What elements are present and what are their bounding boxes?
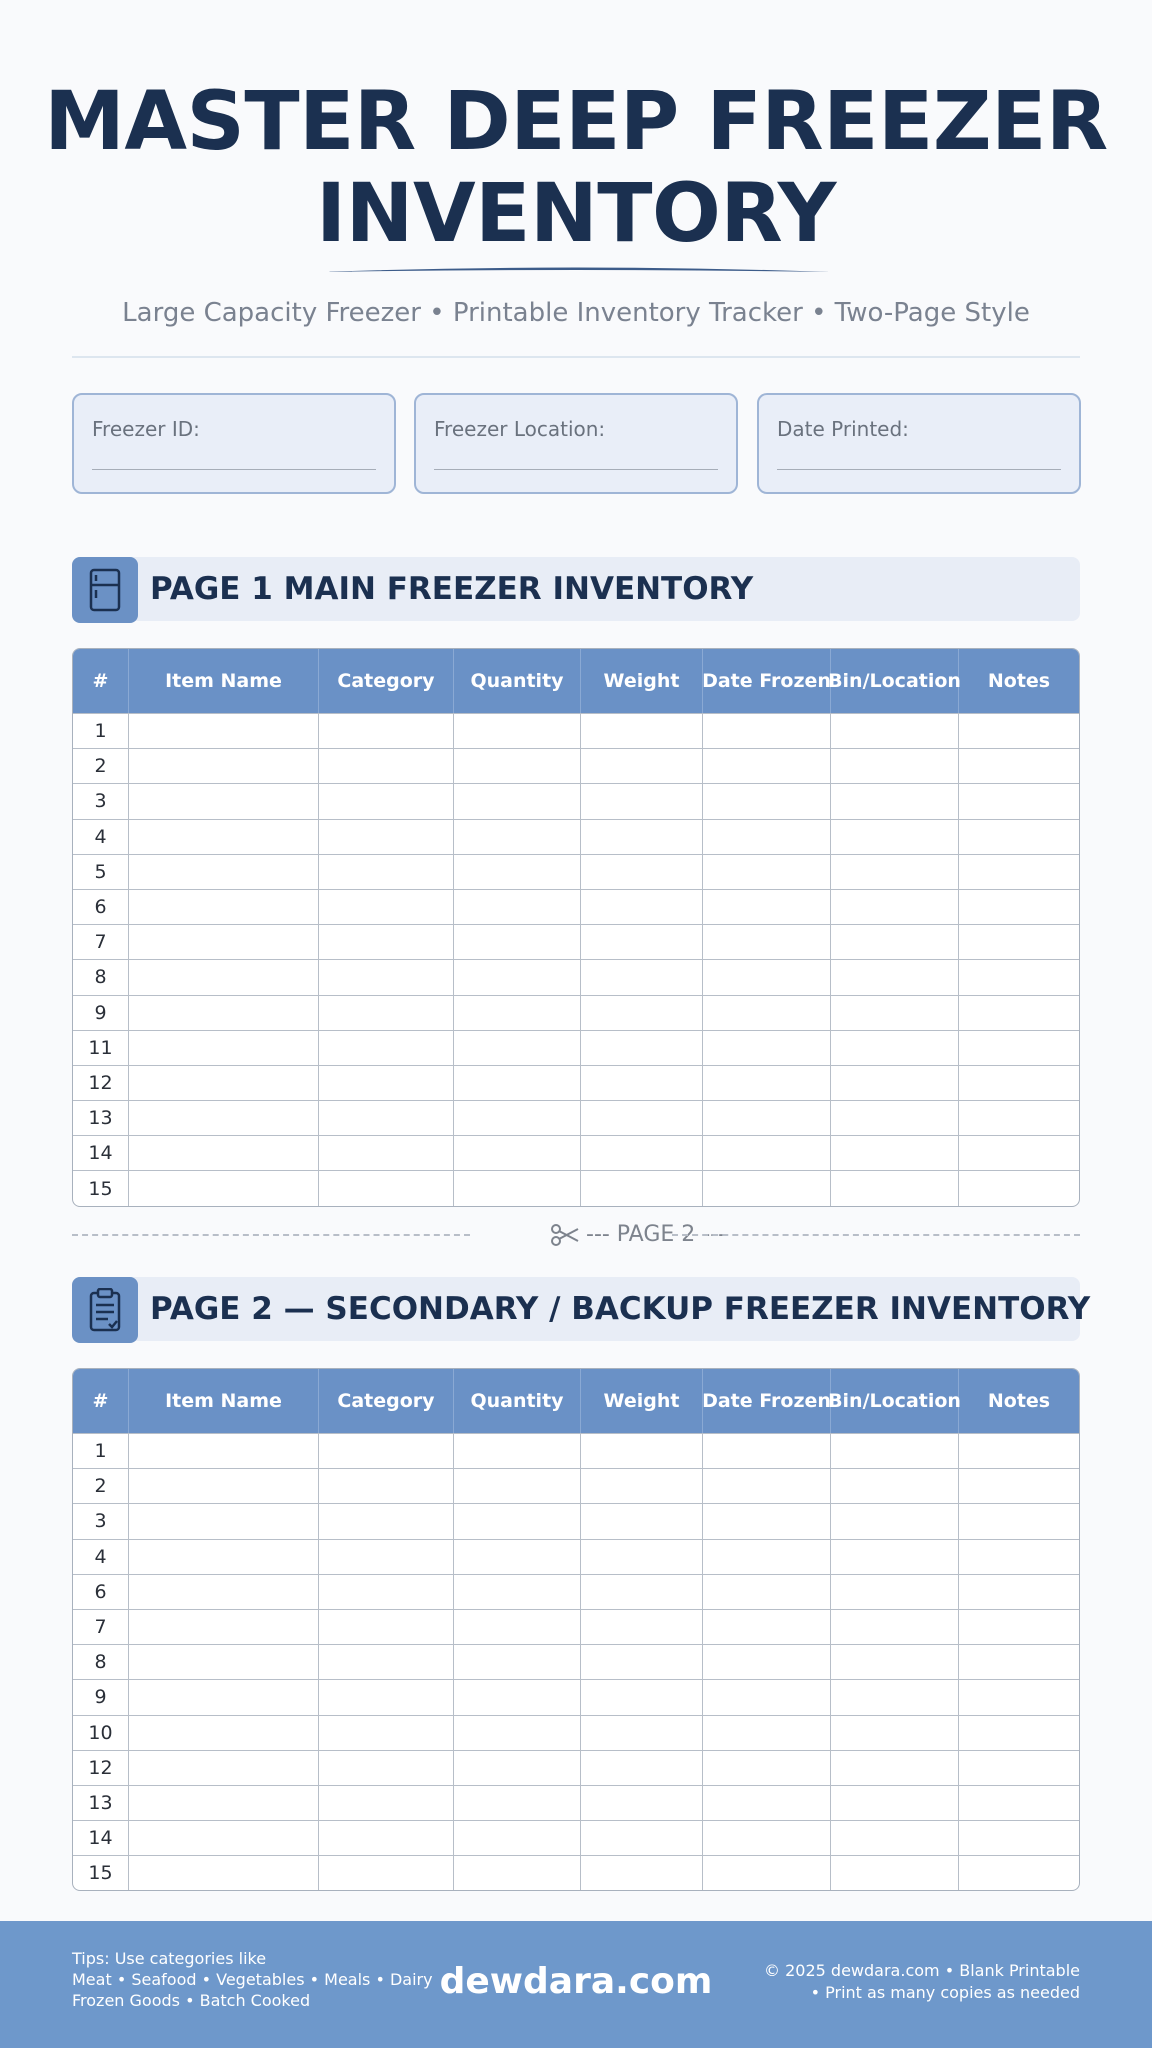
table-cell[interactable] xyxy=(831,1680,959,1714)
table-cell[interactable] xyxy=(703,1821,831,1855)
table-cell[interactable] xyxy=(581,1575,703,1609)
row-number: 14 xyxy=(73,1136,129,1170)
table-cell[interactable] xyxy=(703,1645,831,1679)
table-cell[interactable] xyxy=(703,714,831,748)
freezer-icon xyxy=(72,557,138,623)
table-cell[interactable] xyxy=(129,1786,319,1820)
table-cell[interactable] xyxy=(454,1575,581,1609)
table-row xyxy=(73,1030,1079,1065)
table-cell[interactable] xyxy=(129,960,319,994)
table-cell[interactable] xyxy=(319,1786,454,1820)
table-cell[interactable] xyxy=(319,714,454,748)
table-cell[interactable] xyxy=(129,1856,319,1890)
table-cell[interactable] xyxy=(703,1751,831,1785)
row-number: 8 xyxy=(73,960,129,994)
table-cell[interactable] xyxy=(959,749,1079,783)
row-number: 7 xyxy=(73,1610,129,1644)
table-cell[interactable] xyxy=(831,1716,959,1750)
section-2-table xyxy=(72,1368,1080,1891)
table-cell[interactable] xyxy=(319,925,454,959)
table-cell[interactable] xyxy=(831,1610,959,1644)
table-cell[interactable] xyxy=(319,960,454,994)
table-header xyxy=(73,649,1079,713)
row-number: 15 xyxy=(73,1171,129,1205)
table-cell[interactable] xyxy=(831,996,959,1030)
table-cell[interactable] xyxy=(129,1716,319,1750)
table-cell[interactable] xyxy=(581,996,703,1030)
table-cell[interactable] xyxy=(319,1610,454,1644)
table-cell[interactable] xyxy=(581,714,703,748)
table-cell[interactable] xyxy=(959,1469,1079,1503)
row-number: 1 xyxy=(73,1434,129,1468)
col-bin-location: Bin/Location xyxy=(831,649,959,713)
table-row xyxy=(73,1503,1079,1538)
row-number: 9 xyxy=(73,1680,129,1714)
table-cell[interactable] xyxy=(319,1821,454,1855)
table-cell[interactable] xyxy=(319,996,454,1030)
freezer-id-label: Freezer ID: xyxy=(92,417,200,441)
page-subtitle: Large Capacity Freezer • Printable Inventory Tracker • Two-Page Style xyxy=(122,298,1030,328)
table-cell[interactable] xyxy=(831,1856,959,1890)
table-cell[interactable] xyxy=(703,1540,831,1574)
table-cell[interactable] xyxy=(129,784,319,818)
table-cell[interactable] xyxy=(319,1856,454,1890)
table-cell[interactable] xyxy=(129,1434,319,1468)
table-cell[interactable] xyxy=(703,996,831,1030)
col-date-frozen: Date Frozen xyxy=(703,649,831,713)
date-printed-label: Date Printed: xyxy=(777,417,909,441)
table-cell[interactable] xyxy=(959,1540,1079,1574)
table-cell[interactable] xyxy=(959,1645,1079,1679)
table-cell[interactable] xyxy=(703,1716,831,1750)
table-cell[interactable] xyxy=(129,890,319,924)
table-cell[interactable] xyxy=(454,714,581,748)
title-line-2: INVENTORY xyxy=(316,167,836,261)
table-row xyxy=(73,995,1079,1030)
table-cell[interactable] xyxy=(959,960,1079,994)
table-row xyxy=(73,889,1079,924)
table-cell[interactable] xyxy=(831,890,959,924)
table-row xyxy=(73,748,1079,783)
table-cell[interactable] xyxy=(703,1575,831,1609)
table-cell[interactable] xyxy=(703,1610,831,1644)
col-date-frozen: Date Frozen xyxy=(703,1369,831,1433)
table-cell[interactable] xyxy=(454,1031,581,1065)
table-cell[interactable] xyxy=(581,960,703,994)
table-cell[interactable] xyxy=(129,1504,319,1538)
freezer-location-label: Freezer Location: xyxy=(434,417,606,441)
table-cell[interactable] xyxy=(319,1171,454,1205)
freezer-id-field[interactable] xyxy=(72,393,396,494)
row-number: 5 xyxy=(73,855,129,889)
table-row xyxy=(73,924,1079,959)
table-cell[interactable] xyxy=(959,996,1079,1030)
table-cell[interactable] xyxy=(454,890,581,924)
table-cell[interactable] xyxy=(831,1821,959,1855)
footer-brand: dewdara.com xyxy=(439,1961,713,2002)
col-item-name: Item Name xyxy=(129,649,319,713)
page-title xyxy=(0,76,1152,260)
table-cell[interactable] xyxy=(703,1136,831,1170)
table-header xyxy=(73,1369,1079,1433)
table-cell[interactable] xyxy=(319,749,454,783)
table-body xyxy=(73,1433,1079,1890)
date-printed-write-line xyxy=(777,469,1061,470)
divider-dash-left xyxy=(72,1234,470,1236)
table-cell[interactable] xyxy=(129,714,319,748)
row-number: 3 xyxy=(73,1504,129,1538)
table-cell[interactable] xyxy=(703,960,831,994)
table-cell[interactable] xyxy=(959,1856,1079,1890)
row-number: 7 xyxy=(73,925,129,959)
row-number: 2 xyxy=(73,749,129,783)
table-cell[interactable] xyxy=(319,855,454,889)
table-cell[interactable] xyxy=(129,1031,319,1065)
table-cell[interactable] xyxy=(959,784,1079,818)
table-cell[interactable] xyxy=(454,1540,581,1574)
table-row xyxy=(73,1855,1079,1890)
table-cell[interactable] xyxy=(129,1575,319,1609)
table-cell[interactable] xyxy=(959,1031,1079,1065)
table-cell[interactable] xyxy=(129,855,319,889)
table-cell[interactable] xyxy=(831,820,959,854)
table-cell[interactable] xyxy=(129,1821,319,1855)
table-cell[interactable] xyxy=(581,890,703,924)
table-cell[interactable] xyxy=(319,784,454,818)
tips-line-3: Frozen Goods • Batch Cooked xyxy=(72,1991,311,2010)
header-divider xyxy=(72,356,1080,358)
table-cell[interactable] xyxy=(703,890,831,924)
row-number: 12 xyxy=(73,1066,129,1100)
table-cell[interactable] xyxy=(319,1504,454,1538)
col-weight: Weight xyxy=(581,1369,703,1433)
table-row xyxy=(73,713,1079,748)
divider-label: --- PAGE 2 --- xyxy=(586,1222,727,1247)
scissors-icon xyxy=(550,1224,580,1246)
row-number: 6 xyxy=(73,890,129,924)
tips-line-1: Tips: Use categories like xyxy=(72,1949,267,1968)
table-cell[interactable] xyxy=(319,1136,454,1170)
table-row xyxy=(73,819,1079,854)
table-cell[interactable] xyxy=(129,1680,319,1714)
table-cell[interactable] xyxy=(581,1066,703,1100)
table-cell[interactable] xyxy=(703,1469,831,1503)
table-row xyxy=(73,1820,1079,1855)
table-cell[interactable] xyxy=(319,1434,454,1468)
table-cell[interactable] xyxy=(959,820,1079,854)
row-number: 2 xyxy=(73,1469,129,1503)
table-cell[interactable] xyxy=(959,855,1079,889)
col-weight: Weight xyxy=(581,649,703,713)
table-cell[interactable] xyxy=(454,1610,581,1644)
table-cell[interactable] xyxy=(581,1540,703,1574)
table-cell[interactable] xyxy=(831,1645,959,1679)
table-cell[interactable] xyxy=(319,1101,454,1135)
table-cell[interactable] xyxy=(831,714,959,748)
table-cell[interactable] xyxy=(319,1751,454,1785)
col-number: # xyxy=(73,649,129,713)
table-cell[interactable] xyxy=(129,1171,319,1205)
table-cell[interactable] xyxy=(959,1101,1079,1135)
clipboard-icon xyxy=(72,1277,138,1343)
table-cell[interactable] xyxy=(581,1031,703,1065)
table-cell[interactable] xyxy=(831,1031,959,1065)
table-cell[interactable] xyxy=(703,1031,831,1065)
table-row xyxy=(73,1468,1079,1503)
table-cell[interactable] xyxy=(129,996,319,1030)
table-cell[interactable] xyxy=(831,925,959,959)
table-cell[interactable] xyxy=(129,925,319,959)
row-number: 9 xyxy=(73,996,129,1030)
table-body xyxy=(73,713,1079,1206)
table-cell[interactable] xyxy=(831,1066,959,1100)
table-row xyxy=(73,1750,1079,1785)
table-cell[interactable] xyxy=(581,820,703,854)
table-cell[interactable] xyxy=(319,1540,454,1574)
table-cell[interactable] xyxy=(831,1751,959,1785)
table-cell[interactable] xyxy=(581,749,703,783)
table-cell[interactable] xyxy=(959,1786,1079,1820)
freezer-id-write-line xyxy=(92,469,376,470)
table-cell[interactable] xyxy=(129,1469,319,1503)
table-cell[interactable] xyxy=(831,784,959,818)
table-cell[interactable] xyxy=(319,820,454,854)
row-number: 13 xyxy=(73,1101,129,1135)
col-category: Category xyxy=(319,1369,454,1433)
table-cell[interactable] xyxy=(129,820,319,854)
table-cell[interactable] xyxy=(581,1786,703,1820)
col-item-name: Item Name xyxy=(129,1369,319,1433)
table-cell[interactable] xyxy=(703,1504,831,1538)
table-cell[interactable] xyxy=(581,784,703,818)
table-cell[interactable] xyxy=(129,1066,319,1100)
section-1-title: PAGE 1 MAIN FREEZER INVENTORY xyxy=(150,571,754,607)
table-row xyxy=(73,1785,1079,1820)
row-number: 6 xyxy=(73,1575,129,1609)
col-quantity: Quantity xyxy=(454,1369,581,1433)
col-quantity: Quantity xyxy=(454,649,581,713)
table-cell[interactable] xyxy=(581,1751,703,1785)
table-cell[interactable] xyxy=(831,1101,959,1135)
table-cell[interactable] xyxy=(703,1786,831,1820)
table-row xyxy=(73,1679,1079,1714)
table-cell[interactable] xyxy=(454,855,581,889)
table-cell[interactable] xyxy=(959,1575,1079,1609)
table-cell[interactable] xyxy=(959,925,1079,959)
table-cell[interactable] xyxy=(319,1680,454,1714)
copyright-line-1: © 2025 dewdara.com • Blank Printable xyxy=(764,1961,1080,1980)
table-cell[interactable] xyxy=(454,1856,581,1890)
table-cell[interactable] xyxy=(703,749,831,783)
table-cell[interactable] xyxy=(319,890,454,924)
tips-line-2: Meat • Seafood • Vegetables • Meals • Dairy xyxy=(72,1970,433,1989)
table-cell[interactable] xyxy=(581,1821,703,1855)
table-cell[interactable] xyxy=(454,1680,581,1714)
table-cell[interactable] xyxy=(454,996,581,1030)
table-cell[interactable] xyxy=(454,1504,581,1538)
footer-copyright xyxy=(764,1960,1080,2004)
table-cell[interactable] xyxy=(319,1645,454,1679)
table-cell[interactable] xyxy=(703,1434,831,1468)
row-number: 13 xyxy=(73,1786,129,1820)
table-row xyxy=(73,1135,1079,1170)
table-cell[interactable] xyxy=(581,1610,703,1644)
table-cell[interactable] xyxy=(703,1171,831,1205)
date-printed-field[interactable] xyxy=(757,393,1081,494)
row-number: 8 xyxy=(73,1645,129,1679)
row-number: 10 xyxy=(73,1716,129,1750)
table-cell[interactable] xyxy=(454,960,581,994)
table-cell[interactable] xyxy=(454,1171,581,1205)
table-row xyxy=(73,959,1079,994)
title-line-1: MASTER DEEP FREEZER xyxy=(44,75,1108,169)
table-cell[interactable] xyxy=(959,1716,1079,1750)
table-cell[interactable] xyxy=(319,1469,454,1503)
table-cell[interactable] xyxy=(129,1610,319,1644)
table-cell[interactable] xyxy=(454,1716,581,1750)
table-cell[interactable] xyxy=(959,1136,1079,1170)
table-cell[interactable] xyxy=(454,784,581,818)
table-cell[interactable] xyxy=(959,1610,1079,1644)
table-cell[interactable] xyxy=(581,1434,703,1468)
table-cell[interactable] xyxy=(454,820,581,854)
table-row xyxy=(73,1433,1079,1468)
table-cell[interactable] xyxy=(831,1171,959,1205)
table-cell[interactable] xyxy=(959,1066,1079,1100)
table-row xyxy=(73,1539,1079,1574)
table-cell[interactable] xyxy=(959,890,1079,924)
table-cell[interactable] xyxy=(319,1031,454,1065)
table-cell[interactable] xyxy=(454,1066,581,1100)
table-cell[interactable] xyxy=(319,1066,454,1100)
table-cell[interactable] xyxy=(581,1469,703,1503)
col-notes: Notes xyxy=(987,1390,1051,1412)
row-number: 14 xyxy=(73,1821,129,1855)
table-cell[interactable] xyxy=(454,1101,581,1135)
table-cell[interactable] xyxy=(454,1469,581,1503)
col-category: Category xyxy=(319,649,454,713)
table-cell[interactable] xyxy=(129,1101,319,1135)
table-cell[interactable] xyxy=(703,784,831,818)
freezer-location-write-line xyxy=(434,469,718,470)
table-cell[interactable] xyxy=(581,925,703,959)
footer xyxy=(0,1921,1152,2048)
table-cell[interactable] xyxy=(959,1821,1079,1855)
table-cell[interactable] xyxy=(454,1751,581,1785)
table-cell[interactable] xyxy=(703,855,831,889)
table-cell[interactable] xyxy=(959,1171,1079,1205)
table-cell[interactable] xyxy=(454,1786,581,1820)
table-cell[interactable] xyxy=(581,855,703,889)
table-cell[interactable] xyxy=(959,1751,1079,1785)
table-cell[interactable] xyxy=(581,1645,703,1679)
table-cell[interactable] xyxy=(454,925,581,959)
table-cell[interactable] xyxy=(831,1540,959,1574)
table-row xyxy=(73,1644,1079,1679)
table-cell[interactable] xyxy=(581,1716,703,1750)
row-number: 15 xyxy=(73,1856,129,1890)
row-number: 1 xyxy=(73,714,129,748)
table-cell[interactable] xyxy=(581,1680,703,1714)
table-cell[interactable] xyxy=(831,1434,959,1468)
table-cell[interactable] xyxy=(831,855,959,889)
divider-dash-right xyxy=(672,1234,1080,1236)
table-row xyxy=(73,1715,1079,1750)
section-2-header xyxy=(72,1277,1091,1341)
table-cell[interactable] xyxy=(319,1575,454,1609)
table-cell[interactable] xyxy=(703,1680,831,1714)
row-number: 11 xyxy=(73,1031,129,1065)
row-number: 3 xyxy=(73,784,129,818)
table-cell[interactable] xyxy=(454,749,581,783)
table-row xyxy=(73,1170,1079,1205)
table-cell[interactable] xyxy=(831,1786,959,1820)
table-cell[interactable] xyxy=(129,749,319,783)
copyright-line-2: • Print as many copies as needed xyxy=(810,1983,1080,2002)
table-row xyxy=(73,1609,1079,1644)
table-cell[interactable] xyxy=(703,1066,831,1100)
freezer-location-field[interactable] xyxy=(414,393,738,494)
table-cell[interactable] xyxy=(129,1645,319,1679)
table-row xyxy=(73,1100,1079,1135)
table-cell[interactable] xyxy=(959,1434,1079,1468)
row-number: 4 xyxy=(73,820,129,854)
table-cell[interactable] xyxy=(581,1856,703,1890)
table-cell[interactable] xyxy=(129,1540,319,1574)
table-cell[interactable] xyxy=(703,820,831,854)
table-cell[interactable] xyxy=(129,1751,319,1785)
table-cell[interactable] xyxy=(703,1101,831,1135)
table-cell[interactable] xyxy=(831,1575,959,1609)
table-cell[interactable] xyxy=(454,1645,581,1679)
section-1-header xyxy=(72,557,1080,621)
table-cell[interactable] xyxy=(581,1171,703,1205)
table-cell[interactable] xyxy=(831,1504,959,1538)
table-row xyxy=(73,1065,1079,1100)
table-cell[interactable] xyxy=(959,1504,1079,1538)
col-bin-location: Bin/Location xyxy=(831,1369,959,1433)
col-notes: Notes xyxy=(987,670,1051,692)
row-number: 12 xyxy=(73,1751,129,1785)
table-row xyxy=(73,854,1079,889)
table-cell[interactable] xyxy=(831,1469,959,1503)
section-2-title: PAGE 2 — SECONDARY / BACKUP FREEZER INVENTORY xyxy=(150,1291,1091,1327)
page-divider xyxy=(72,1222,1080,1248)
table-cell[interactable] xyxy=(831,960,959,994)
table-row xyxy=(73,1574,1079,1609)
col-number: # xyxy=(73,1369,129,1433)
table-cell[interactable] xyxy=(581,1136,703,1170)
table-cell[interactable] xyxy=(454,1434,581,1468)
table-cell[interactable] xyxy=(831,749,959,783)
table-cell[interactable] xyxy=(581,1504,703,1538)
table-cell[interactable] xyxy=(129,1136,319,1170)
table-cell[interactable] xyxy=(831,1136,959,1170)
table-cell[interactable] xyxy=(959,1680,1079,1714)
table-cell[interactable] xyxy=(454,1136,581,1170)
table-cell[interactable] xyxy=(703,1856,831,1890)
title-underline-swoosh xyxy=(322,266,830,276)
table-cell[interactable] xyxy=(454,1821,581,1855)
row-number: 4 xyxy=(73,1540,129,1574)
table-cell[interactable] xyxy=(959,714,1079,748)
table-row xyxy=(73,783,1079,818)
table-cell[interactable] xyxy=(581,1101,703,1135)
section-1-table xyxy=(72,648,1080,1207)
table-cell[interactable] xyxy=(703,925,831,959)
table-cell[interactable] xyxy=(319,1716,454,1750)
